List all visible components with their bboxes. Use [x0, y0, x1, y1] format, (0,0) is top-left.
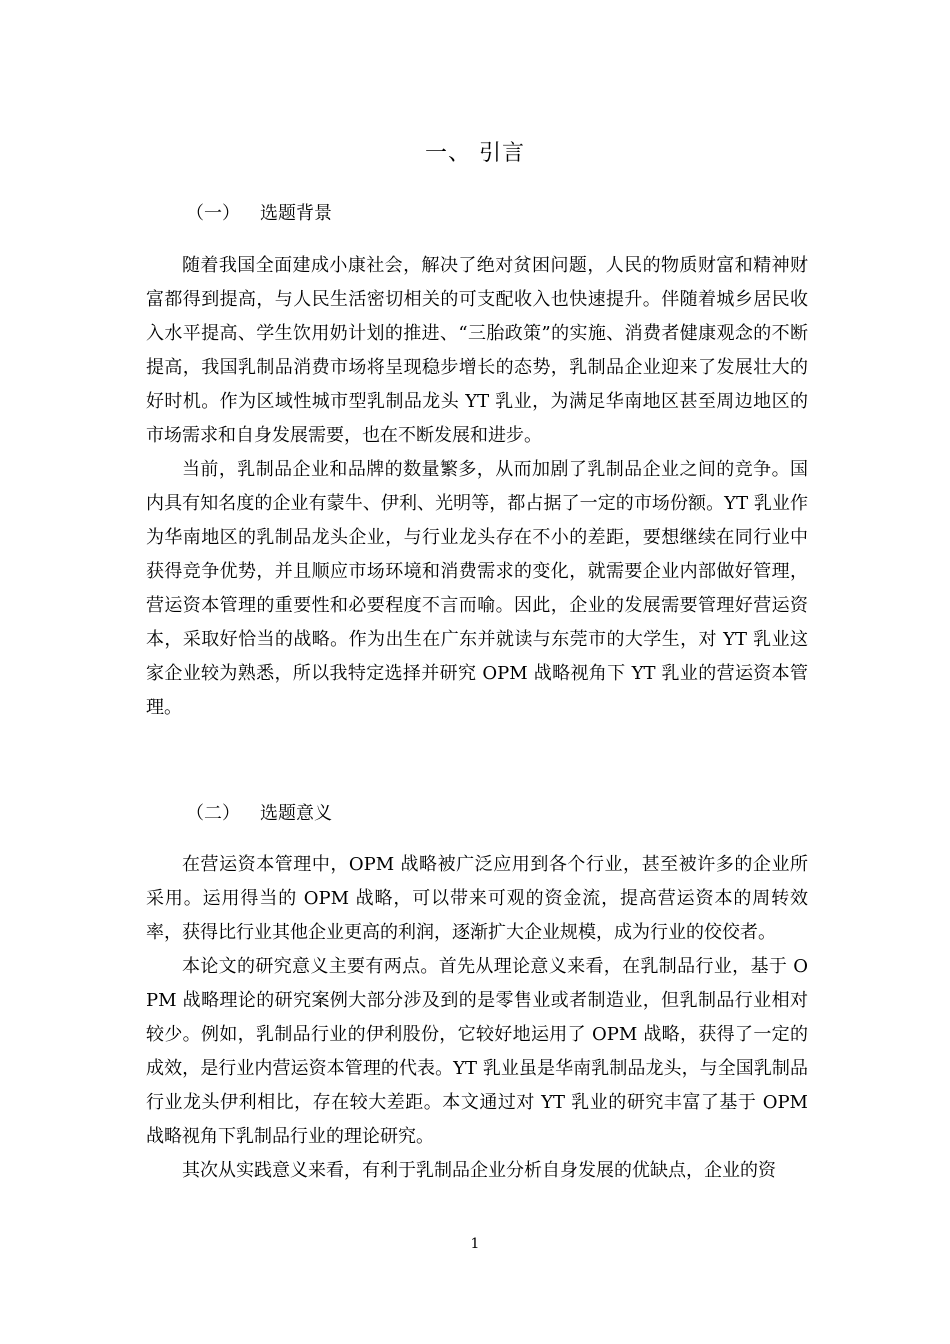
section-body-background [146, 249, 808, 725]
section-title: 选题背景 [260, 203, 332, 224]
section-heading-significance [186, 799, 332, 825]
paragraph: 本论文的研究意义主要有两点。首先从理论意义来看，在乳制品行业，基于 OPM 战略理论的研究案例大部分涉及到的是零售业或者制造业，但乳制品行业相对较少。例如，乳制品行业的伊利股份，它较好地运用了 OPM 战略，获得了一定的成效，是行业内营运资本管理的代表。YT 乳业虽是华南乳制品龙头，与全国乳制品行业龙头伊利相比，存在较大差距。本文通过对 YT 乳业的研究丰富了基于 OPM 战略视角下乳制品行业的理论研究。 [146, 956, 808, 1147]
paragraph: 当前，乳制品企业和品牌的数量繁多，从而加剧了乳制品企业之间的竞争。国内具有知名度的企业有蒙牛、伊利、光明等，都占据了一定的市场份额。YT 乳业作为华南地区的乳制品龙头企业，与行业龙头存在不小的差距，要想继续在同行业中获得竞争优势，并且顺应市场环境和消费需求的变化，就需要企业内部做好管理，营运资本管理的重要性和必要程度不言而喻。因此，企业的发展需要管理好营运资本，采取好恰当的战略。作为出生在广东并就读与东莞市的大学生，对 YT 乳业这家企业较为熟悉，所以我特定选择并研究 OPM 战略视角下 YT 乳业的营运资本管理。 [146, 459, 808, 718]
chapter-title: 一、 引言 [425, 141, 525, 166]
section-heading-background [186, 199, 332, 225]
section-title: 选题意义 [260, 803, 332, 824]
section-body-significance [146, 848, 808, 1188]
section-number: （二） [186, 803, 240, 824]
section-number: （一） [186, 203, 240, 224]
page-number: 1 [470, 1236, 480, 1252]
paragraph: 在营运资本管理中，OPM 战略被广泛应用到各个行业，甚至被许多的企业所采用。运用得当的 OPM 战略，可以带来可观的资金流，提高营运资本的周转效率，获得比行业其他企业更高的利润，逐渐扩大企业规模，成为行业的佼佼者。 [146, 854, 808, 943]
paragraph: 随着我国全面建成小康社会，解决了绝对贫困问题，人民的物质财富和精神财富都得到提高，与人民生活密切相关的可支配收入也快速提升。伴随着城乡居民收入水平提高、学生饮用奶计划的推进、“三胎政策”的实施、消费者健康观念的不断提高，我国乳制品消费市场将呈现稳步增长的态势，乳制品企业迎来了发展壮大的好时机。作为区域性城市型乳制品龙头 YT 乳业，为满足华南地区甚至周边地区的市场需求和自身发展需要，也在不断发展和进步。 [146, 255, 808, 446]
paragraph: 其次从实践意义来看，有利于乳制品企业分析自身发展的优缺点，企业的资 [182, 1160, 776, 1181]
